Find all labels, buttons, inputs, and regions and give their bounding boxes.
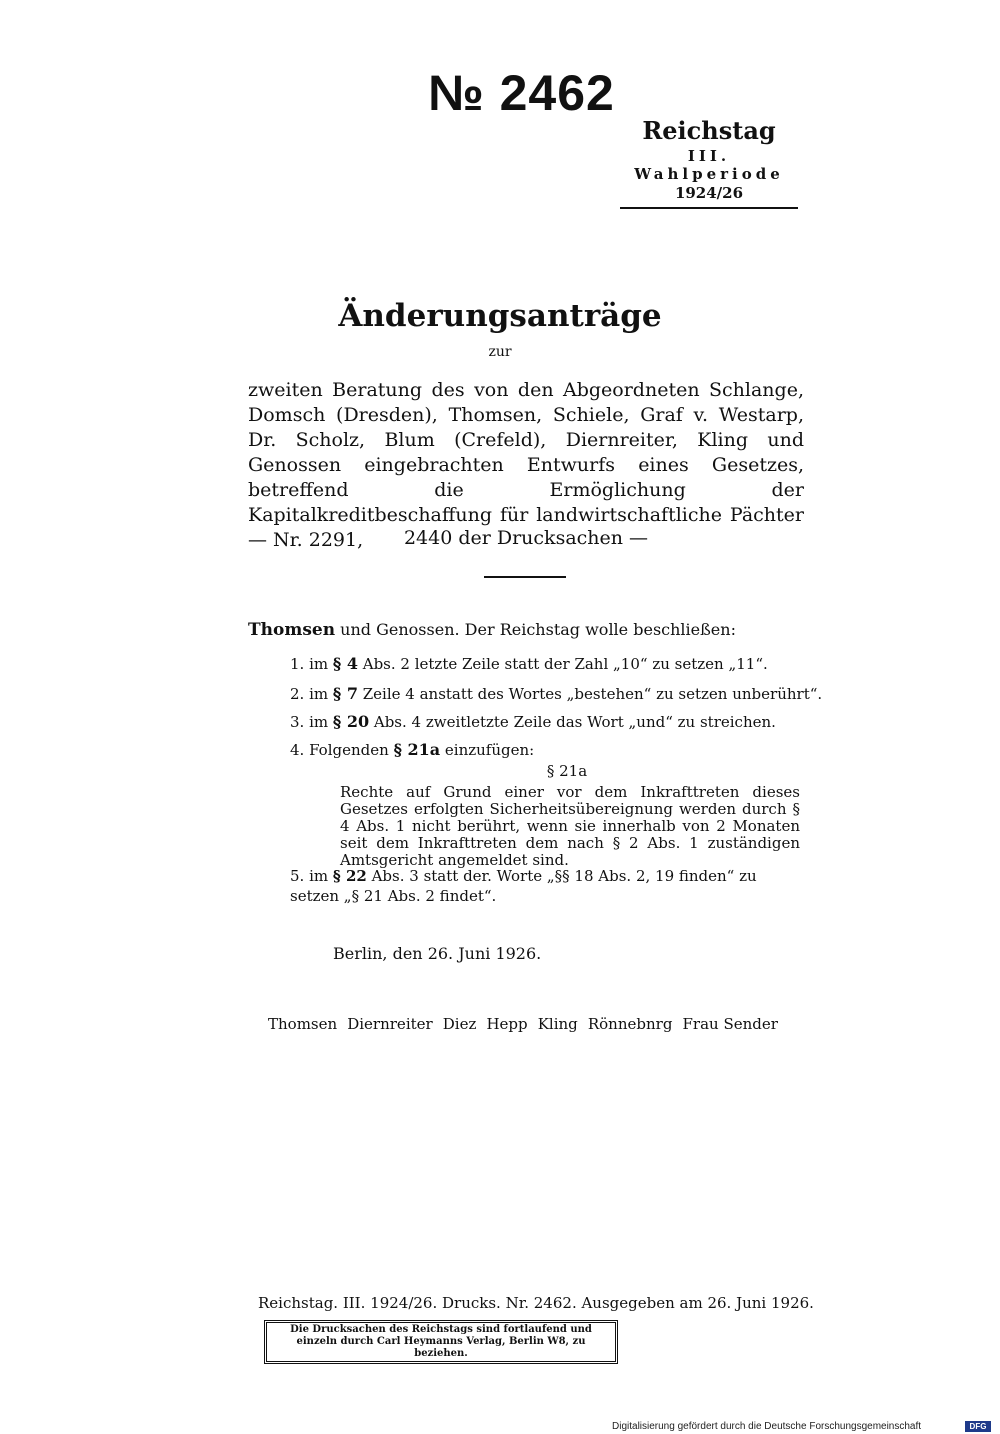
amendment-item bbox=[290, 654, 768, 673]
amendment-item bbox=[290, 712, 776, 731]
item-number: 1. bbox=[290, 655, 305, 673]
reichstag-period-box bbox=[620, 116, 798, 209]
motion-proposer: Thomsen bbox=[248, 620, 336, 640]
bill-description-last-line: 2440 der Drucksachen — bbox=[403, 527, 649, 549]
signer-name: Diez bbox=[442, 1015, 477, 1033]
corner-title: Reichstag bbox=[642, 116, 776, 145]
item-prefix: im bbox=[309, 685, 333, 703]
signer-name: Hepp bbox=[486, 1015, 528, 1033]
item-paragraph-ref: § 21a bbox=[393, 740, 441, 759]
amendment-item bbox=[290, 740, 534, 759]
new-paragraph-heading: § 21a bbox=[546, 762, 588, 780]
new-paragraph-text: Rechte auf Grund einer vor dem Inkrafttreten dieses Gesetzes erfolgten Sicherheitsübereignung werden durch § 4 Abs. 1 nicht berührt, wenn sie innerhalb von 2 Monaten seit dem Inkrafttreten dem nach § 2 Abs. 1 zuständigen Amtsgericht angemeldet sind. bbox=[340, 783, 800, 869]
signer-name: Rönnebnrg bbox=[587, 1015, 673, 1033]
motion-intro bbox=[248, 620, 736, 640]
bill-description: zweiten Beratung des von den Abgeordneten Schlange, Domsch (Dresden), Thomsen, Schiele, Graf v. Westarp, Dr. Scholz, Blum (Crefeld), Diernreiter, Kling und Genossen eingebrachten Entwurfs eines Gesetzes, betreffend die Ermöglichung der Kapitalkreditbeschaffung für landwirtschaftliche Pächter — Nr. 2291, bbox=[248, 379, 804, 551]
corner-rule bbox=[620, 207, 798, 209]
item-number: 5. bbox=[290, 867, 305, 885]
item-text: Abs. 3 statt der. Worte „§§ 18 Abs. 2, 19 finden“ zu setzen „§ 21 Abs. 2 findet“. bbox=[290, 867, 757, 905]
publisher-note-box: Die Drucksachen des Reichstags sind fortlaufend und einzeln durch Carl Heymanns Verlag, Berlin W8, zu beziehen. bbox=[264, 1320, 618, 1364]
signer-name: Kling bbox=[537, 1015, 578, 1033]
document-number: № 2462 bbox=[428, 65, 615, 121]
amendment-item bbox=[290, 866, 802, 906]
document-title: Änderungsanträge bbox=[338, 298, 662, 334]
item-text: einzufügen: bbox=[440, 741, 535, 759]
item-paragraph-ref: § 22 bbox=[332, 867, 367, 885]
item-text: Abs. 4 zweitletzte Zeile das Wort „und“ zu streichen. bbox=[369, 713, 776, 731]
print-footer: Reichstag. III. 1924/26. Drucks. Nr. 2462. Ausgegeben am 26. Juni 1926. bbox=[258, 1294, 814, 1312]
item-number: 3. bbox=[290, 713, 305, 731]
item-prefix: Folgenden bbox=[309, 741, 394, 759]
amendment-item bbox=[290, 684, 822, 703]
item-number: 4. bbox=[290, 741, 305, 759]
section-divider bbox=[484, 576, 566, 578]
signer-name: Thomsen bbox=[268, 1015, 338, 1033]
item-paragraph-ref: § 20 bbox=[332, 712, 370, 731]
signer-name: Diernreiter bbox=[347, 1015, 433, 1033]
item-paragraph-ref: § 7 bbox=[332, 684, 358, 703]
signatories bbox=[268, 1015, 778, 1033]
signer-name: Frau Sender bbox=[682, 1015, 778, 1033]
item-text: Abs. 2 letzte Zeile statt der Zahl „10“ zu setzen „11“. bbox=[357, 655, 768, 673]
corner-period: III. Wahlperiode bbox=[634, 147, 784, 183]
item-prefix: im bbox=[309, 713, 333, 731]
item-text: Zeile 4 anstatt des Wortes „bestehen“ zu setzen unberührt“. bbox=[357, 685, 823, 703]
title-preposition: zur bbox=[488, 344, 512, 360]
place-and-date: Berlin, den 26. Juni 1926. bbox=[333, 944, 542, 963]
motion-intro-text: und Genossen. Der Reichstag wolle beschließen: bbox=[335, 620, 736, 639]
corner-years: 1924/26 bbox=[674, 184, 744, 202]
item-paragraph-ref: § 4 bbox=[332, 654, 358, 673]
dfg-logo: DFG bbox=[965, 1421, 991, 1432]
item-prefix: im bbox=[309, 655, 333, 673]
item-number: 2. bbox=[290, 685, 305, 703]
digitization-credit: Digitalisierung gefördert durch die Deutsche Forschungsgemeinschaft bbox=[612, 1421, 922, 1432]
item-prefix: im bbox=[304, 867, 333, 885]
